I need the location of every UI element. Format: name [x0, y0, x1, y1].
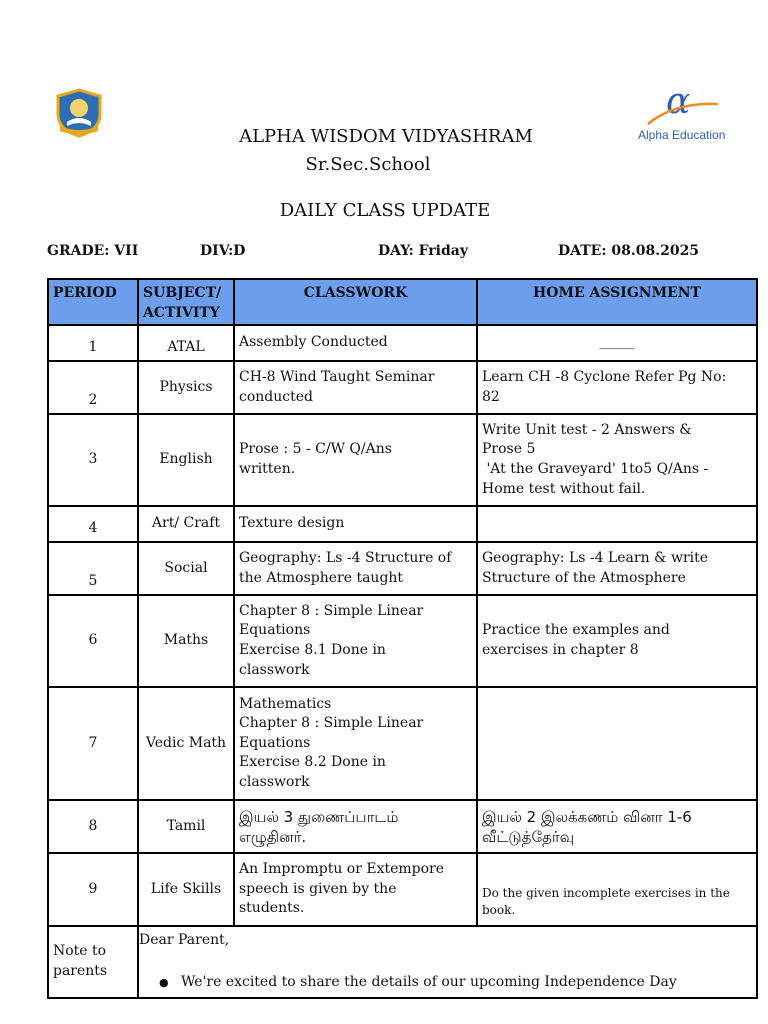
period-cell: 8: [48, 800, 138, 853]
school-subtitle: Sr.Sec.School: [305, 154, 431, 175]
note-label-line: parents: [53, 963, 108, 979]
homework-cell: [477, 361, 757, 414]
note-label-line: Note to: [53, 943, 107, 960]
classwork-cell: [234, 325, 477, 361]
classwork-line: Texture design: [239, 515, 345, 532]
period-cell: 2: [48, 361, 138, 414]
table-row: [48, 595, 757, 687]
homework-cell: [477, 506, 757, 542]
homework-line: 82: [482, 388, 500, 405]
note-row: [48, 926, 757, 998]
classwork-line: Chapter 8 : Simple Linear: [239, 602, 424, 619]
homework-cell: [477, 800, 757, 853]
subject-cell: Life Skills: [138, 853, 234, 926]
homework-line: Practice the examples and: [482, 622, 670, 639]
homework-line: வீட்டுத்தேர்வு: [482, 827, 575, 846]
classwork-line: speech is given by the: [239, 880, 397, 897]
period-cell: 5: [48, 542, 138, 595]
homework-line: exercises in chapter 8: [482, 642, 639, 658]
note-bullet: ● We're excited to share the details of our upcoming Independence Day: [181, 973, 752, 993]
alpha-symbol: α: [666, 81, 691, 122]
note-label-cell: [48, 926, 138, 998]
table-row: [48, 853, 757, 926]
homework-cell: [477, 595, 757, 687]
table-header-row: [48, 279, 757, 325]
classwork-line: Prose : 5 - C/W Q/Ans: [239, 441, 392, 458]
table-row: [48, 542, 757, 595]
subject-cell: Physics: [138, 361, 234, 414]
grade-label: GRADE: VII: [47, 243, 139, 259]
classwork-line: conducted: [239, 388, 313, 405]
class-update-table: [47, 278, 758, 999]
subject-header: [138, 279, 234, 325]
classwork-line: Mathematics: [239, 695, 332, 712]
table-row: [48, 800, 757, 853]
period-cell: 3: [48, 414, 138, 506]
subject-header-line1: SUBJECT/: [143, 285, 222, 301]
table-row: [48, 325, 757, 361]
classwork-header: CLASSWORK: [234, 279, 477, 325]
classwork-line: written.: [239, 461, 296, 477]
homework-line: _____: [599, 334, 635, 351]
date-label: DATE: 08.08.2025: [558, 243, 700, 259]
note-greeting: Dear Parent,: [139, 932, 230, 949]
classwork-line: the Atmosphere taught: [239, 569, 404, 586]
subject-cell: Tamil: [138, 800, 234, 853]
homework-cell: [477, 325, 757, 361]
homework-cell: [477, 853, 757, 926]
homework-line: Learn CH -8 Cyclone Refer Pg No:: [482, 368, 727, 385]
classwork-cell: [234, 361, 477, 414]
subject-cell: Social: [138, 542, 234, 595]
homework-line: Structure of the Atmosphere: [482, 569, 686, 586]
period-cell: 7: [48, 687, 138, 800]
classwork-cell: [234, 506, 477, 542]
home-assignment-header: HOME ASSIGNMENT: [477, 279, 757, 325]
homework-line: Home test without fail.: [482, 480, 646, 497]
subject-cell: Maths: [138, 595, 234, 687]
classwork-cell: [234, 853, 477, 926]
subject-cell: English: [138, 414, 234, 506]
logo-swoosh-icon: [644, 98, 724, 128]
period-cell: 4: [48, 506, 138, 542]
table-row: [48, 506, 757, 542]
homework-line: 'At the Graveyard' 1to5 Q/Ans -: [482, 461, 709, 477]
day-label: DAY: Friday: [378, 243, 468, 259]
division-label: DIV:D: [200, 243, 246, 259]
classwork-cell: [234, 687, 477, 800]
homework-cell: [477, 687, 757, 800]
subject-cell: ATAL: [138, 325, 234, 361]
page-title: DAILY CLASS UPDATE: [279, 200, 491, 221]
table-row: [48, 361, 757, 414]
homework-line: Geography: Ls -4 Learn & write: [482, 549, 709, 566]
classwork-line: students.: [239, 900, 305, 917]
classwork-line: Geography: Ls -4 Structure of: [239, 549, 452, 566]
classwork-cell: [234, 542, 477, 595]
school-name: ALPHA WISDOM VIDYASHRAM: [239, 126, 533, 147]
subject-header-line2: ACTIVITY: [143, 304, 220, 321]
classwork-line: Assembly Conducted: [239, 334, 388, 351]
homework-cell: [477, 414, 757, 506]
table-row: [48, 414, 757, 506]
classwork-line: Exercise 8.2 Done in: [239, 754, 386, 771]
homework-line: book.: [482, 903, 516, 917]
period-cell: 1: [48, 325, 138, 361]
note-body-cell: [138, 926, 757, 998]
classwork-line: classwork: [239, 661, 310, 678]
classwork-line: Exercise 8.1 Done in: [239, 642, 386, 658]
classwork-line: Equations: [239, 622, 311, 639]
homework-cell: [477, 542, 757, 595]
classwork-cell: [234, 595, 477, 687]
homework-line: Write Unit test - 2 Answers &: [482, 421, 692, 438]
classwork-line: An Impromptu or Extempore: [239, 861, 445, 878]
classwork-line: Equations: [239, 734, 311, 751]
subject-cell: Art/ Craft: [138, 506, 234, 542]
homework-line: Prose 5: [482, 441, 536, 458]
classwork-line: எழுதினர்.: [239, 827, 307, 846]
classwork-line: Chapter 8 : Simple Linear: [239, 715, 424, 732]
logo-brand-text: Alpha Education: [638, 128, 726, 142]
classwork-line: classwork: [239, 773, 310, 790]
classwork-cell: [234, 800, 477, 853]
classwork-cell: [234, 414, 477, 506]
period-cell: 9: [48, 853, 138, 926]
classwork-line: இயல் 3 துணைப்பாடம்: [239, 807, 399, 826]
period-cell: 6: [48, 595, 138, 687]
note-list: [139, 973, 752, 993]
subject-cell: Vedic Math: [138, 687, 234, 800]
table-row: [48, 687, 757, 800]
classwork-line: CH-8 Wind Taught Seminar: [239, 368, 435, 385]
period-header: PERIOD: [48, 279, 138, 325]
homework-line: Do the given incomplete exercises in the: [482, 886, 730, 900]
homework-line: இயல் 2 இலக்கணம் வினா 1-6: [482, 807, 692, 826]
